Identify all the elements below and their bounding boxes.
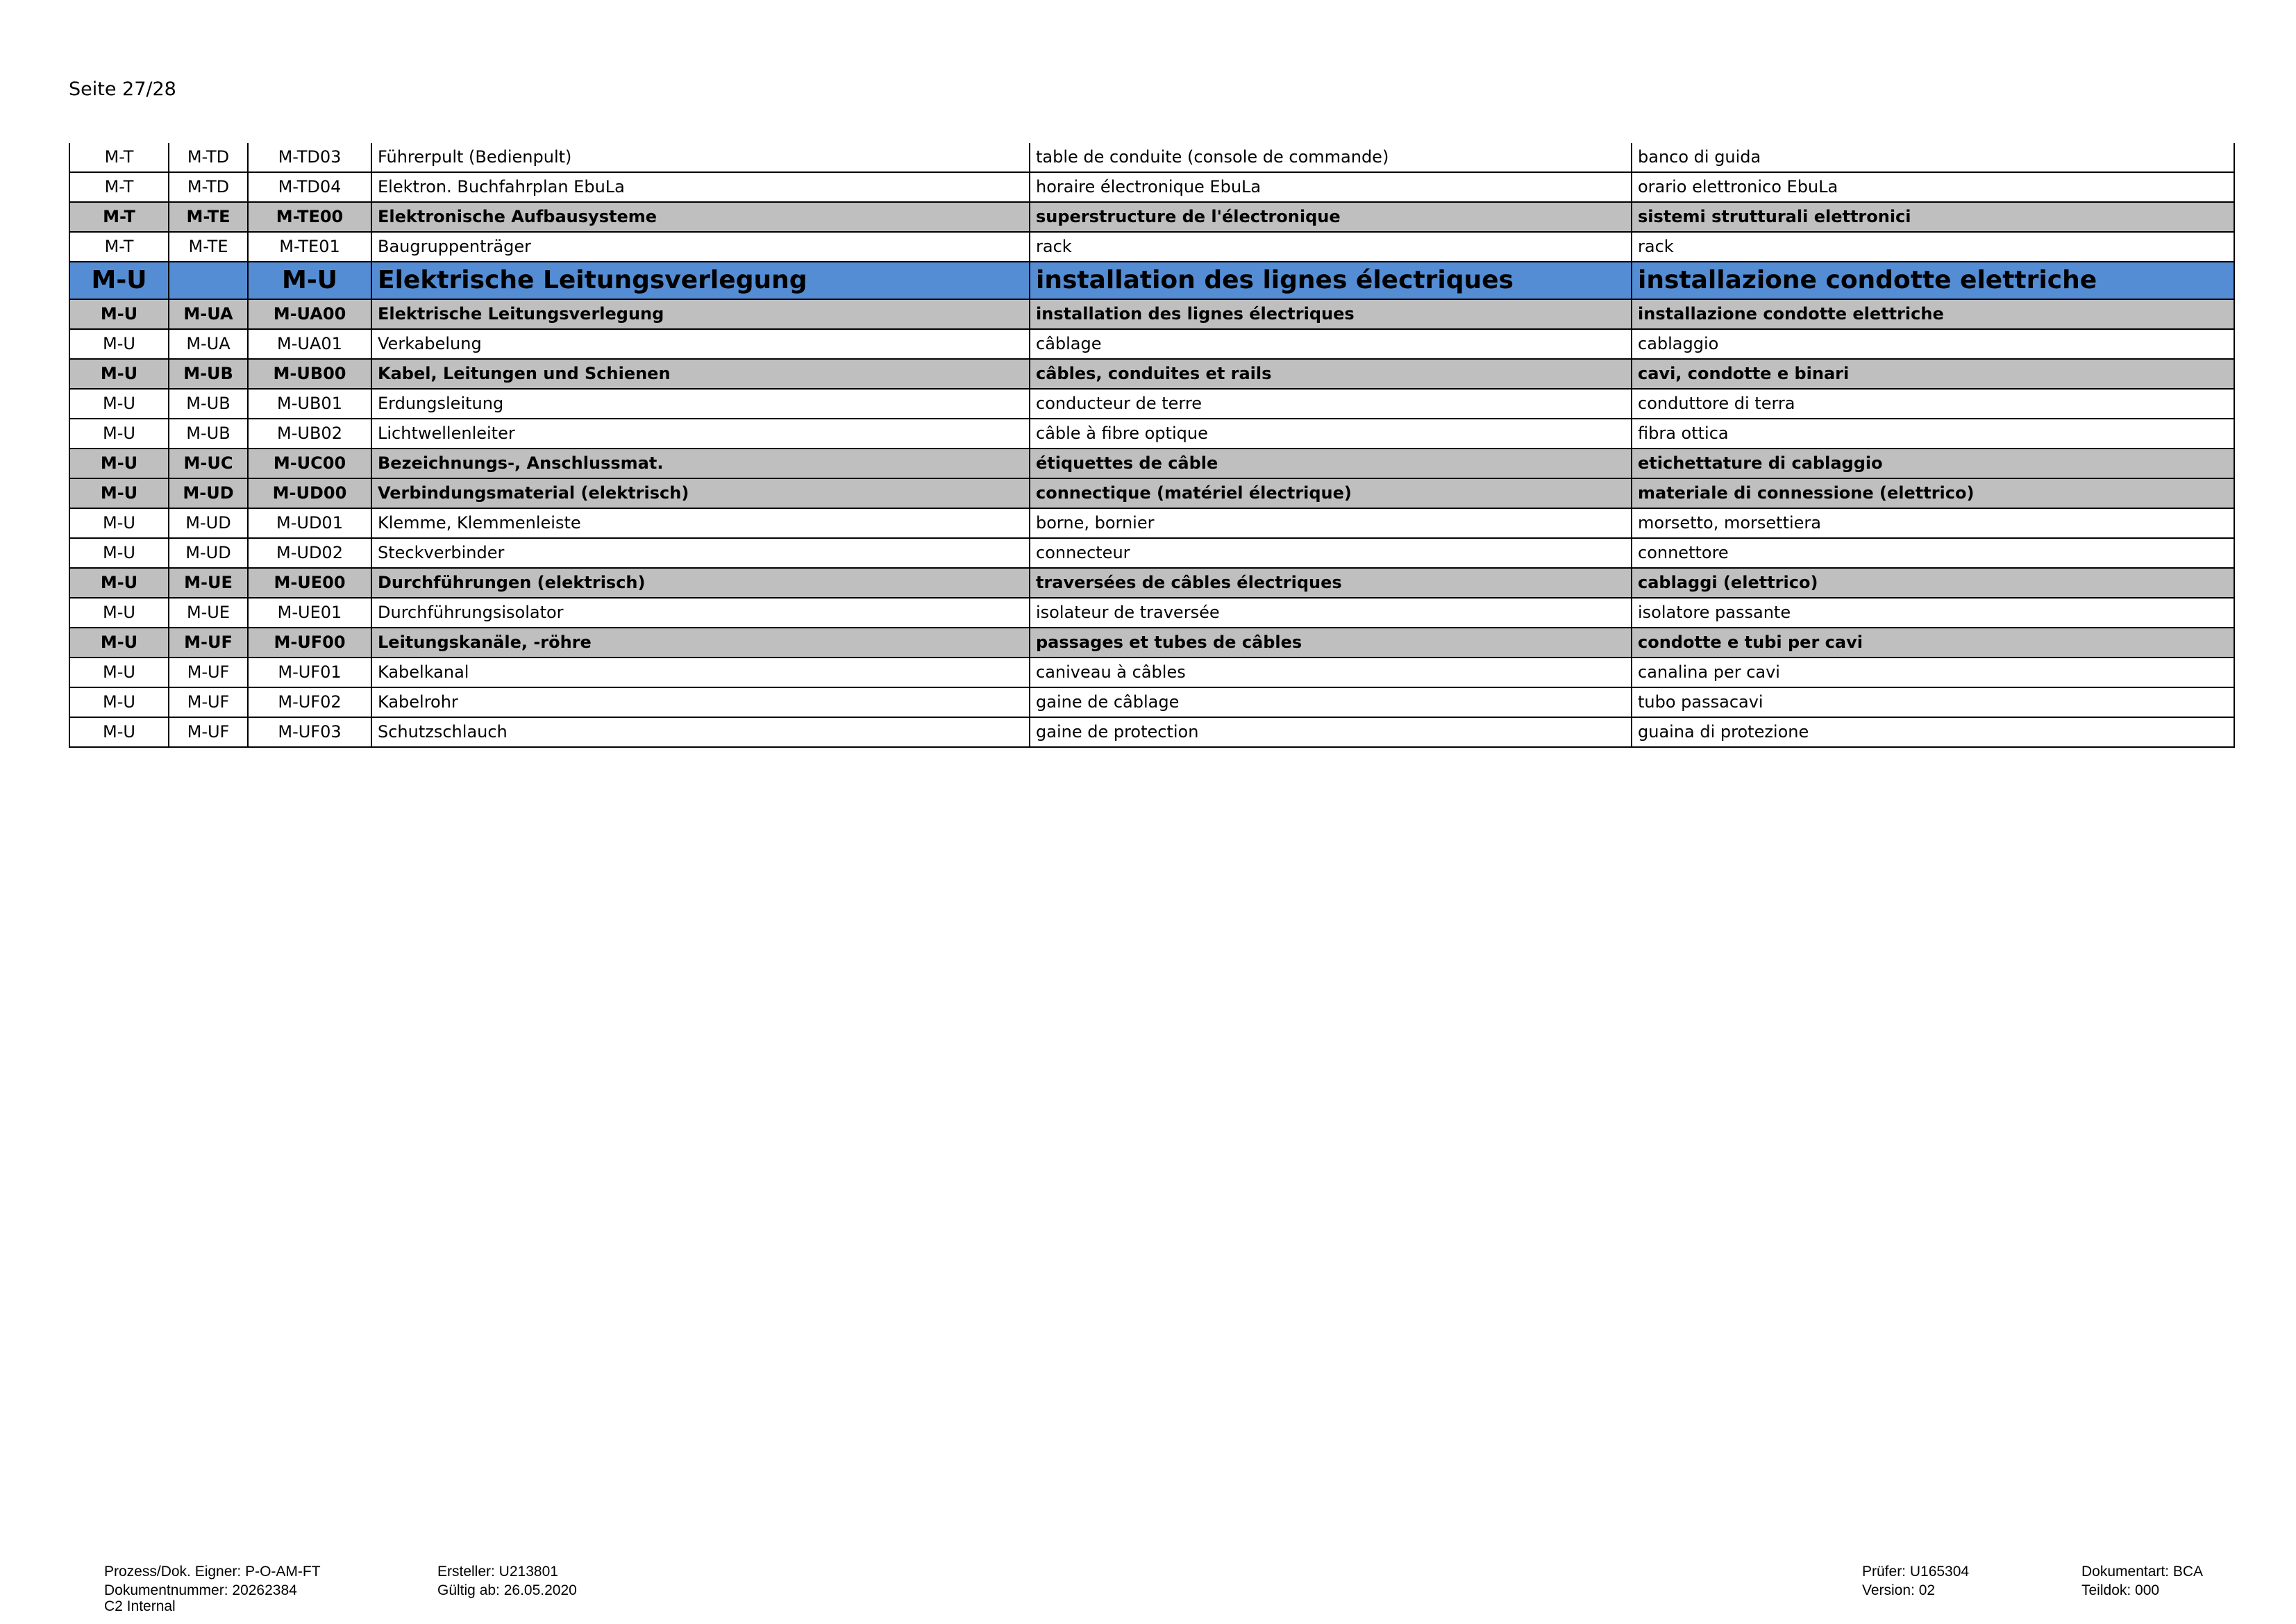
- cell-level-2: M-UA: [169, 329, 248, 359]
- footer-doctype: [2081, 1562, 2203, 1600]
- version: Version: 02: [1862, 1582, 1936, 1598]
- cell-french: câble à fibre optique: [1030, 419, 1632, 449]
- cell-french: gaine de protection: [1030, 717, 1632, 747]
- cell-italian: connettore: [1632, 538, 2234, 568]
- cell-level-2: M-UB: [169, 389, 248, 419]
- cell-italian: installazione condotte elettriche: [1632, 262, 2234, 299]
- cell-french: conducteur de terre: [1030, 389, 1632, 419]
- cell-level-2: M-UB: [169, 359, 248, 389]
- cell-italian: materiale di connessione (elettrico): [1632, 478, 2234, 508]
- cell-italian: etichettature di cablaggio: [1632, 449, 2234, 478]
- cell-level-2: M-UE: [169, 598, 248, 628]
- cell-french: traversées de câbles électriques: [1030, 568, 1632, 598]
- cell-level-1: M-U: [69, 598, 169, 628]
- cell-italian: cablaggi (elettrico): [1632, 568, 2234, 598]
- document-number: Dokumentnummer: 20262384: [104, 1582, 297, 1598]
- cell-level-1: M-U: [69, 658, 169, 687]
- cell-level-1: M-U: [69, 359, 169, 389]
- cell-level-1: M-U: [69, 299, 169, 329]
- cell-french: connectique (matériel électrique): [1030, 478, 1632, 508]
- cell-level-2: M-UA: [169, 299, 248, 329]
- cell-italian: banco di guida: [1632, 143, 2234, 172]
- cell-level-2: M-UF: [169, 687, 248, 717]
- cell-level-1: M-U: [69, 687, 169, 717]
- cell-level-1: M-T: [69, 202, 169, 232]
- cell-french: borne, bornier: [1030, 508, 1632, 538]
- cell-french: isolateur de traversée: [1030, 598, 1632, 628]
- cell-italian: sistemi strutturali elettronici: [1632, 202, 2234, 232]
- group-row: [69, 299, 2234, 329]
- cell-level-1: M-T: [69, 143, 169, 172]
- cell-code: M-UE01: [248, 598, 371, 628]
- cell-level-2: M-UF: [169, 628, 248, 658]
- group-row: [69, 359, 2234, 389]
- cell-german: Führerpult (Bedienpult): [371, 143, 1030, 172]
- cell-code: M-TD03: [248, 143, 371, 172]
- valid-from: Gültig ab: 26.05.2020: [437, 1582, 577, 1598]
- cell-italian: fibra ottica: [1632, 419, 2234, 449]
- cell-italian: isolatore passante: [1632, 598, 2234, 628]
- cell-level-2: M-UD: [169, 538, 248, 568]
- table-row: [69, 717, 2234, 747]
- group-row: [69, 568, 2234, 598]
- cell-level-2: M-UB: [169, 419, 248, 449]
- footer-reviewer: [1862, 1562, 1969, 1600]
- cell-italian: rack: [1632, 232, 2234, 262]
- cell-italian: morsetto, morsettiera: [1632, 508, 2234, 538]
- cell-french: câblage: [1030, 329, 1632, 359]
- section-row: [69, 262, 2234, 299]
- cell-german: Elektron. Buchfahrplan EbuLa: [371, 172, 1030, 202]
- table-row: [69, 419, 2234, 449]
- cell-german: Kabelrohr: [371, 687, 1030, 717]
- cell-french: installation des lignes électriques: [1030, 262, 1632, 299]
- cell-code: M-UB02: [248, 419, 371, 449]
- cell-level-2: [169, 262, 248, 299]
- cell-italian: conduttore di terra: [1632, 389, 2234, 419]
- cell-code: M-U: [248, 262, 371, 299]
- cell-code: M-UA00: [248, 299, 371, 329]
- cell-level-1: M-U: [69, 329, 169, 359]
- cell-italian: canalina per cavi: [1632, 658, 2234, 687]
- cell-code: M-TE00: [248, 202, 371, 232]
- table-row: [69, 538, 2234, 568]
- cell-italian: installazione condotte elettriche: [1632, 299, 2234, 329]
- cell-code: M-UB00: [248, 359, 371, 389]
- cell-german: Erdungsleitung: [371, 389, 1030, 419]
- cell-level-2: M-UF: [169, 717, 248, 747]
- cell-code: M-UC00: [248, 449, 371, 478]
- cell-german: Leitungskanäle, -röhre: [371, 628, 1030, 658]
- creator: Ersteller: U213801: [437, 1564, 558, 1580]
- cell-german: Steckverbinder: [371, 538, 1030, 568]
- cell-level-1: M-U: [69, 717, 169, 747]
- reviewer: Prüfer: U165304: [1862, 1564, 1970, 1580]
- cell-french: connecteur: [1030, 538, 1632, 568]
- cell-code: M-TE01: [248, 232, 371, 262]
- table-row: [69, 508, 2234, 538]
- table-row: [69, 232, 2234, 262]
- cell-italian: orario elettronico EbuLa: [1632, 172, 2234, 202]
- group-row: [69, 202, 2234, 232]
- cell-level-2: M-UD: [169, 508, 248, 538]
- cell-french: installation des lignes électriques: [1030, 299, 1632, 329]
- cell-french: caniveau à câbles: [1030, 658, 1632, 687]
- table-body: [69, 143, 2234, 747]
- group-row: [69, 478, 2234, 508]
- cell-italian: guaina di protezione: [1632, 717, 2234, 747]
- cell-german: Baugruppenträger: [371, 232, 1030, 262]
- cell-italian: condotte e tubi per cavi: [1632, 628, 2234, 658]
- cell-german: Bezeichnungs-, Anschlussmat.: [371, 449, 1030, 478]
- table-row: [69, 143, 2234, 172]
- cell-level-1: M-U: [69, 628, 169, 658]
- cell-level-1: M-U: [69, 568, 169, 598]
- sub-document: Teildok: 000: [2081, 1582, 2160, 1598]
- page-number: Seite 27/28: [69, 78, 176, 100]
- cell-level-1: M-U: [69, 419, 169, 449]
- table-row: [69, 598, 2234, 628]
- cell-code: M-UD01: [248, 508, 371, 538]
- cell-german: Elektrische Leitungsverlegung: [371, 262, 1030, 299]
- cell-level-2: M-TE: [169, 202, 248, 232]
- cell-german: Kabelkanal: [371, 658, 1030, 687]
- cell-code: M-UB01: [248, 389, 371, 419]
- cell-german: Verbindungsmaterial (elektrisch): [371, 478, 1030, 508]
- cell-level-2: M-TD: [169, 143, 248, 172]
- cell-french: rack: [1030, 232, 1632, 262]
- cell-code: M-UF01: [248, 658, 371, 687]
- cell-level-2: M-UE: [169, 568, 248, 598]
- table-row: [69, 172, 2234, 202]
- cell-italian: cavi, condotte e binari: [1632, 359, 2234, 389]
- cell-code: M-UF00: [248, 628, 371, 658]
- cell-level-1: M-T: [69, 232, 169, 262]
- cell-code: M-UA01: [248, 329, 371, 359]
- table-row: [69, 658, 2234, 687]
- cell-german: Durchführungsisolator: [371, 598, 1030, 628]
- cell-french: étiquettes de câble: [1030, 449, 1632, 478]
- footer-creator: [437, 1562, 577, 1600]
- cell-level-1: M-U: [69, 262, 169, 299]
- cell-german: Kabel, Leitungen und Schienen: [371, 359, 1030, 389]
- cell-french: passages et tubes de câbles: [1030, 628, 1632, 658]
- cell-german: Durchführungen (elektrisch): [371, 568, 1030, 598]
- cell-german: Verkabelung: [371, 329, 1030, 359]
- terminology-table: [69, 143, 2235, 748]
- cell-code: M-UD02: [248, 538, 371, 568]
- cell-german: Lichtwellenleiter: [371, 419, 1030, 449]
- cell-level-1: M-T: [69, 172, 169, 202]
- cell-level-1: M-U: [69, 508, 169, 538]
- cell-italian: cablaggio: [1632, 329, 2234, 359]
- cell-french: câbles, conduites et rails: [1030, 359, 1632, 389]
- cell-german: Klemme, Klemmenleiste: [371, 508, 1030, 538]
- footer-left: [104, 1562, 321, 1616]
- cell-code: M-UE00: [248, 568, 371, 598]
- cell-level-2: M-UF: [169, 658, 248, 687]
- cell-code: M-UF03: [248, 717, 371, 747]
- table-row: [69, 389, 2234, 419]
- cell-level-2: M-UD: [169, 478, 248, 508]
- group-row: [69, 449, 2234, 478]
- cell-italian: tubo passacavi: [1632, 687, 2234, 717]
- cell-french: gaine de câblage: [1030, 687, 1632, 717]
- cell-french: horaire électronique EbuLa: [1030, 172, 1632, 202]
- table-row: [69, 329, 2234, 359]
- cell-level-1: M-U: [69, 478, 169, 508]
- group-row: [69, 628, 2234, 658]
- cell-code: M-UF02: [248, 687, 371, 717]
- process-owner: Prozess/Dok. Eigner: P-O-AM-FT: [104, 1564, 321, 1580]
- cell-level-1: M-U: [69, 538, 169, 568]
- cell-code: M-UD00: [248, 478, 371, 508]
- cell-french: superstructure de l'électronique: [1030, 202, 1632, 232]
- cell-german: Elektronische Aufbausysteme: [371, 202, 1030, 232]
- cell-level-2: M-TD: [169, 172, 248, 202]
- cell-german: Schutzschlauch: [371, 717, 1030, 747]
- cell-level-1: M-U: [69, 389, 169, 419]
- cell-french: table de conduite (console de commande): [1030, 143, 1632, 172]
- cell-level-2: M-TE: [169, 232, 248, 262]
- cell-german: Elektrische Leitungsverlegung: [371, 299, 1030, 329]
- document-type: Dokumentart: BCA: [2081, 1564, 2204, 1580]
- cell-level-1: M-U: [69, 449, 169, 478]
- cell-level-2: M-UC: [169, 449, 248, 478]
- classification: C2 Internal: [104, 1598, 176, 1614]
- table-row: [69, 687, 2234, 717]
- cell-code: M-TD04: [248, 172, 371, 202]
